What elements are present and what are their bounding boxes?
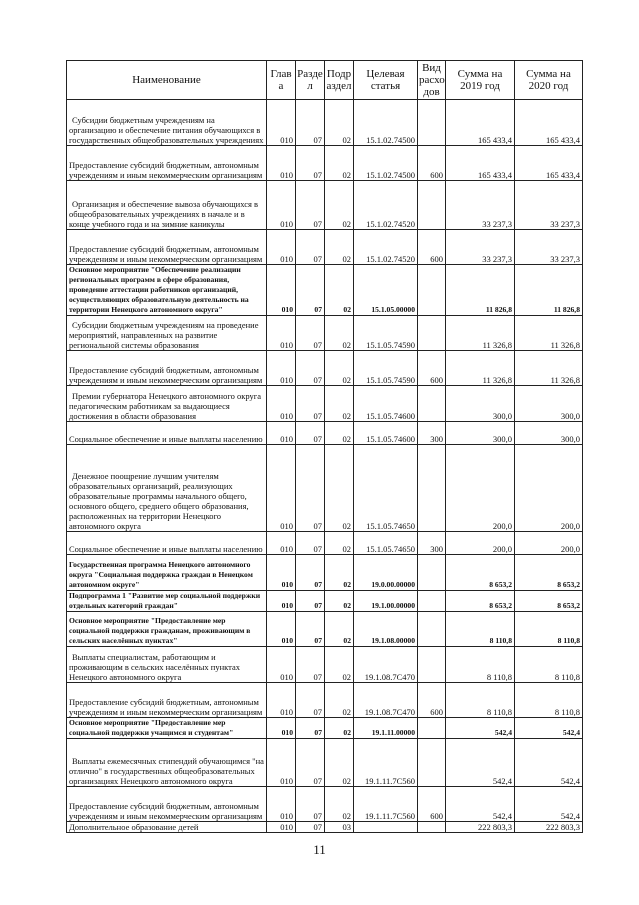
row-razdel: 07 (296, 718, 325, 739)
row-podrazdel: 02 (325, 100, 354, 146)
row-target-article: 15.1.05.74600 (354, 422, 418, 445)
table-row (67, 718, 583, 739)
row-sum-2019: 300,0 (446, 386, 515, 422)
row-sum-2019: 33 237,3 (446, 230, 515, 265)
table-row (67, 612, 583, 647)
row-target-article: 15.1.05.74590 (354, 316, 418, 351)
row-name: Предоставление субсидий бюджетным, автономным учреждениям и иным некоммерческим организациям (67, 230, 267, 265)
row-sum-2020: 11 826,8 (515, 265, 583, 316)
row-sum-2020: 165 433,4 (515, 146, 583, 181)
row-podrazdel: 02 (325, 591, 354, 612)
row-glava: 010 (267, 445, 296, 532)
table-row (67, 146, 583, 181)
row-name: Предоставление субсидий бюджетным, автономным учреждениям и иным некоммерческим организациям (67, 787, 267, 822)
row-target-article: 19.1.11.7С560 (354, 739, 418, 787)
row-name: Основное мероприятие "Обеспечение реализации региональных программ в сфере образования, проведение аттестации работников организаций, осуществляющих образовательную деятельность на территории Ненецкого автономного округа" (67, 265, 267, 316)
budget-table (66, 60, 583, 833)
row-glava: 010 (267, 422, 296, 445)
row-name: Социальное обеспечение и иные выплаты населению (67, 532, 267, 555)
row-podrazdel: 02 (325, 532, 354, 555)
row-sum-2020: 33 237,3 (515, 230, 583, 265)
row-name: Социальное обеспечение и иные выплаты населению (67, 422, 267, 445)
row-glava: 010 (267, 230, 296, 265)
row-sum-2019: 542,4 (446, 718, 515, 739)
table-row (67, 683, 583, 718)
table-row (67, 532, 583, 555)
row-glava: 010 (267, 181, 296, 230)
row-razdel: 07 (296, 230, 325, 265)
row-glava: 010 (267, 822, 296, 833)
row-name: Организация и обеспечение вывоза обучающихся в общеобразовательных учреждениях в начале и в конце учебного года и на зимние каникулы (67, 181, 267, 230)
row-name: Государственная программа Ненецкого автономного округа "Социальная поддержка граждан в Ненецком автономном округе" (67, 555, 267, 591)
row-expense-type (418, 316, 446, 351)
row-glava: 010 (267, 316, 296, 351)
row-glava: 010 (267, 787, 296, 822)
table-row (67, 739, 583, 787)
row-razdel: 07 (296, 265, 325, 316)
row-glava: 010 (267, 351, 296, 386)
row-podrazdel: 02 (325, 422, 354, 445)
row-sum-2019: 200,0 (446, 532, 515, 555)
row-razdel: 07 (296, 422, 325, 445)
row-target-article: 15.1.05.74650 (354, 445, 418, 532)
table-row (67, 591, 583, 612)
row-podrazdel: 02 (325, 647, 354, 683)
row-glava: 010 (267, 532, 296, 555)
table-row (67, 316, 583, 351)
row-razdel: 07 (296, 647, 325, 683)
row-podrazdel: 02 (325, 683, 354, 718)
row-razdel: 07 (296, 683, 325, 718)
row-sum-2020: 165 433,4 (515, 100, 583, 146)
table-row (67, 445, 583, 532)
row-glava: 010 (267, 683, 296, 718)
row-sum-2020: 8 110,8 (515, 683, 583, 718)
row-razdel: 07 (296, 532, 325, 555)
row-sum-2020: 300,0 (515, 422, 583, 445)
row-expense-type: 600 (418, 787, 446, 822)
table-row (67, 555, 583, 591)
row-sum-2019: 542,4 (446, 739, 515, 787)
row-name: Основное мероприятие "Предоставление мер социальной поддержки учащимся и студентам" (67, 718, 267, 739)
row-glava: 010 (267, 100, 296, 146)
row-razdel: 07 (296, 787, 325, 822)
row-target-article: 19.1.08.7С470 (354, 683, 418, 718)
row-name: Предоставление субсидий бюджетным, автономным учреждениям и иным некоммерческим организациям (67, 683, 267, 718)
row-glava: 010 (267, 739, 296, 787)
row-podrazdel: 02 (325, 230, 354, 265)
row-glava: 010 (267, 718, 296, 739)
row-sum-2019: 165 433,4 (446, 146, 515, 181)
row-name: Денежное поощрение лучшим учителям образовательных организаций, реализующих образовательные программы начального общего, основного общего, среднего общего образования, расположенных на территории Ненецкого автономного округа (67, 445, 267, 532)
table-header-row (67, 61, 583, 100)
header-podrazdel: Подр аздел (325, 61, 354, 100)
row-podrazdel: 02 (325, 181, 354, 230)
row-podrazdel: 02 (325, 739, 354, 787)
row-name: Субсидии бюджетным учреждениям на проведение мероприятий, направленных на развитие региональной системы образования (67, 316, 267, 351)
row-expense-type (418, 739, 446, 787)
row-sum-2019: 542,4 (446, 787, 515, 822)
row-podrazdel: 02 (325, 146, 354, 181)
row-podrazdel: 02 (325, 351, 354, 386)
row-sum-2019: 33 237,3 (446, 181, 515, 230)
row-glava: 010 (267, 647, 296, 683)
row-target-article: 15.1.05.74650 (354, 532, 418, 555)
row-sum-2019: 300,0 (446, 422, 515, 445)
row-razdel: 07 (296, 351, 325, 386)
row-razdel: 07 (296, 739, 325, 787)
row-target-article: 15.1.02.74500 (354, 146, 418, 181)
row-name: Дополнительное образование детей (67, 822, 267, 833)
row-glava: 010 (267, 612, 296, 647)
row-sum-2019: 222 803,3 (446, 822, 515, 833)
table-row (67, 386, 583, 422)
row-sum-2020: 33 237,3 (515, 181, 583, 230)
row-expense-type: 300 (418, 422, 446, 445)
row-glava: 010 (267, 555, 296, 591)
row-expense-type: 600 (418, 351, 446, 386)
row-razdel: 07 (296, 822, 325, 833)
row-target-article: 19.0.00.00000 (354, 555, 418, 591)
row-glava: 010 (267, 386, 296, 422)
row-name: Выплаты ежемесячных стипендий обучающимся "на отлично" в государственных общеобразовательных организациях Ненецкого автономного округа (67, 739, 267, 787)
row-expense-type (418, 265, 446, 316)
row-sum-2019: 11 326,8 (446, 351, 515, 386)
row-expense-type (418, 181, 446, 230)
header-vid: Вид расхо дов (419, 62, 445, 98)
row-name: Субсидии бюджетным учреждениям на организацию и обеспечение питания обучающихся в государственных общеобразовательных учреждениях (67, 100, 267, 146)
row-podrazdel: 03 (325, 822, 354, 833)
row-name: Премии губернатора Ненецкого автономного округа педагогическим работникам за выдающиеся достижения в области образования (67, 386, 267, 422)
row-podrazdel: 02 (325, 555, 354, 591)
row-expense-type (418, 591, 446, 612)
row-expense-type (418, 647, 446, 683)
row-sum-2020: 11 326,8 (515, 351, 583, 386)
row-sum-2020: 11 326,8 (515, 316, 583, 351)
row-razdel: 07 (296, 181, 325, 230)
row-expense-type (418, 445, 446, 532)
header-target: Целевая статья (354, 61, 418, 100)
row-razdel: 07 (296, 591, 325, 612)
row-podrazdel: 02 (325, 718, 354, 739)
row-target-article: 15.1.02.74520 (354, 181, 418, 230)
table-row (67, 647, 583, 683)
row-target-article: 19.1.11.00000 (354, 718, 418, 739)
table-row (67, 351, 583, 386)
row-target-article: 19.1.08.7С470 (354, 647, 418, 683)
header-glava: Глав а (267, 61, 296, 100)
table-row (67, 822, 583, 833)
row-razdel: 07 (296, 146, 325, 181)
row-target-article: 19.1.00.00000 (354, 591, 418, 612)
row-expense-type (418, 100, 446, 146)
row-target-article: 15.1.05.74590 (354, 351, 418, 386)
row-name: Выплаты специалистам, работающим и проживающим в сельских населённых пунктах Ненецкого автономного округа (67, 647, 267, 683)
row-name: Основное мероприятие "Предоставление мер социальной поддержки гражданам, проживающим в сельских населённых пунктах" (67, 612, 267, 647)
row-target-article: 15.1.05.74600 (354, 386, 418, 422)
row-name: Предоставление субсидий бюджетным, автономным учреждениям и иным некоммерческим организациям (67, 351, 267, 386)
row-podrazdel: 02 (325, 265, 354, 316)
row-sum-2020: 200,0 (515, 445, 583, 532)
row-target-article: 19.1.08.00000 (354, 612, 418, 647)
row-sum-2019: 11 326,8 (446, 316, 515, 351)
row-expense-type (418, 822, 446, 833)
header-sum-2020: Сумма на 2020 год (515, 61, 583, 100)
table-row (67, 787, 583, 822)
row-sum-2020: 8 110,8 (515, 612, 583, 647)
row-sum-2020: 542,4 (515, 739, 583, 787)
row-expense-type (418, 386, 446, 422)
table-row (67, 230, 583, 265)
table-row (67, 422, 583, 445)
table-row (67, 100, 583, 146)
row-sum-2020: 200,0 (515, 532, 583, 555)
row-target-article: 15.1.02.74520 (354, 230, 418, 265)
row-target-article: 15.1.05.00000 (354, 265, 418, 316)
row-sum-2019: 8 653,2 (446, 555, 515, 591)
row-podrazdel: 02 (325, 445, 354, 532)
row-podrazdel: 02 (325, 612, 354, 647)
row-name: Предоставление субсидий бюджетным, автономным учреждениям и иным некоммерческим организациям (67, 146, 267, 181)
table-row (67, 265, 583, 316)
row-expense-type (418, 555, 446, 591)
table-row (67, 181, 583, 230)
row-podrazdel: 02 (325, 787, 354, 822)
row-sum-2019: 8 110,8 (446, 612, 515, 647)
header-sum-2019: Сумма на 2019 год (446, 61, 515, 100)
row-sum-2020: 542,4 (515, 787, 583, 822)
row-sum-2020: 8 653,2 (515, 591, 583, 612)
row-expense-type: 600 (418, 230, 446, 265)
row-sum-2019: 165 433,4 (446, 100, 515, 146)
row-expense-type: 300 (418, 532, 446, 555)
row-target-article: 15.1.02.74500 (354, 100, 418, 146)
row-glava: 010 (267, 265, 296, 316)
row-sum-2019: 200,0 (446, 445, 515, 532)
row-razdel: 07 (296, 100, 325, 146)
header-razdel: Разде л (296, 61, 325, 100)
row-sum-2019: 8 110,8 (446, 683, 515, 718)
row-sum-2020: 542,4 (515, 718, 583, 739)
row-sum-2020: 222 803,3 (515, 822, 583, 833)
row-razdel: 07 (296, 445, 325, 532)
row-target-article: 19.1.11.7С560 (354, 787, 418, 822)
row-name: Подпрограмма 1 "Развитие мер социальной поддержки отдельных категорий граждан" (67, 591, 267, 612)
row-razdel: 07 (296, 386, 325, 422)
row-target-article (354, 822, 418, 833)
row-razdel: 07 (296, 612, 325, 647)
row-razdel: 07 (296, 555, 325, 591)
row-expense-type: 600 (418, 683, 446, 718)
row-expense-type (418, 612, 446, 647)
row-expense-type: 600 (418, 146, 446, 181)
row-sum-2019: 11 826,8 (446, 265, 515, 316)
row-sum-2020: 8 653,2 (515, 555, 583, 591)
row-sum-2019: 8 653,2 (446, 591, 515, 612)
page-number: 11 (313, 842, 326, 857)
row-sum-2020: 8 110,8 (515, 647, 583, 683)
row-razdel: 07 (296, 316, 325, 351)
header-name: Наименование (67, 61, 267, 100)
row-podrazdel: 02 (325, 386, 354, 422)
row-sum-2020: 300,0 (515, 386, 583, 422)
row-expense-type (418, 718, 446, 739)
row-podrazdel: 02 (325, 316, 354, 351)
row-glava: 010 (267, 591, 296, 612)
row-glava: 010 (267, 146, 296, 181)
row-sum-2019: 8 110,8 (446, 647, 515, 683)
